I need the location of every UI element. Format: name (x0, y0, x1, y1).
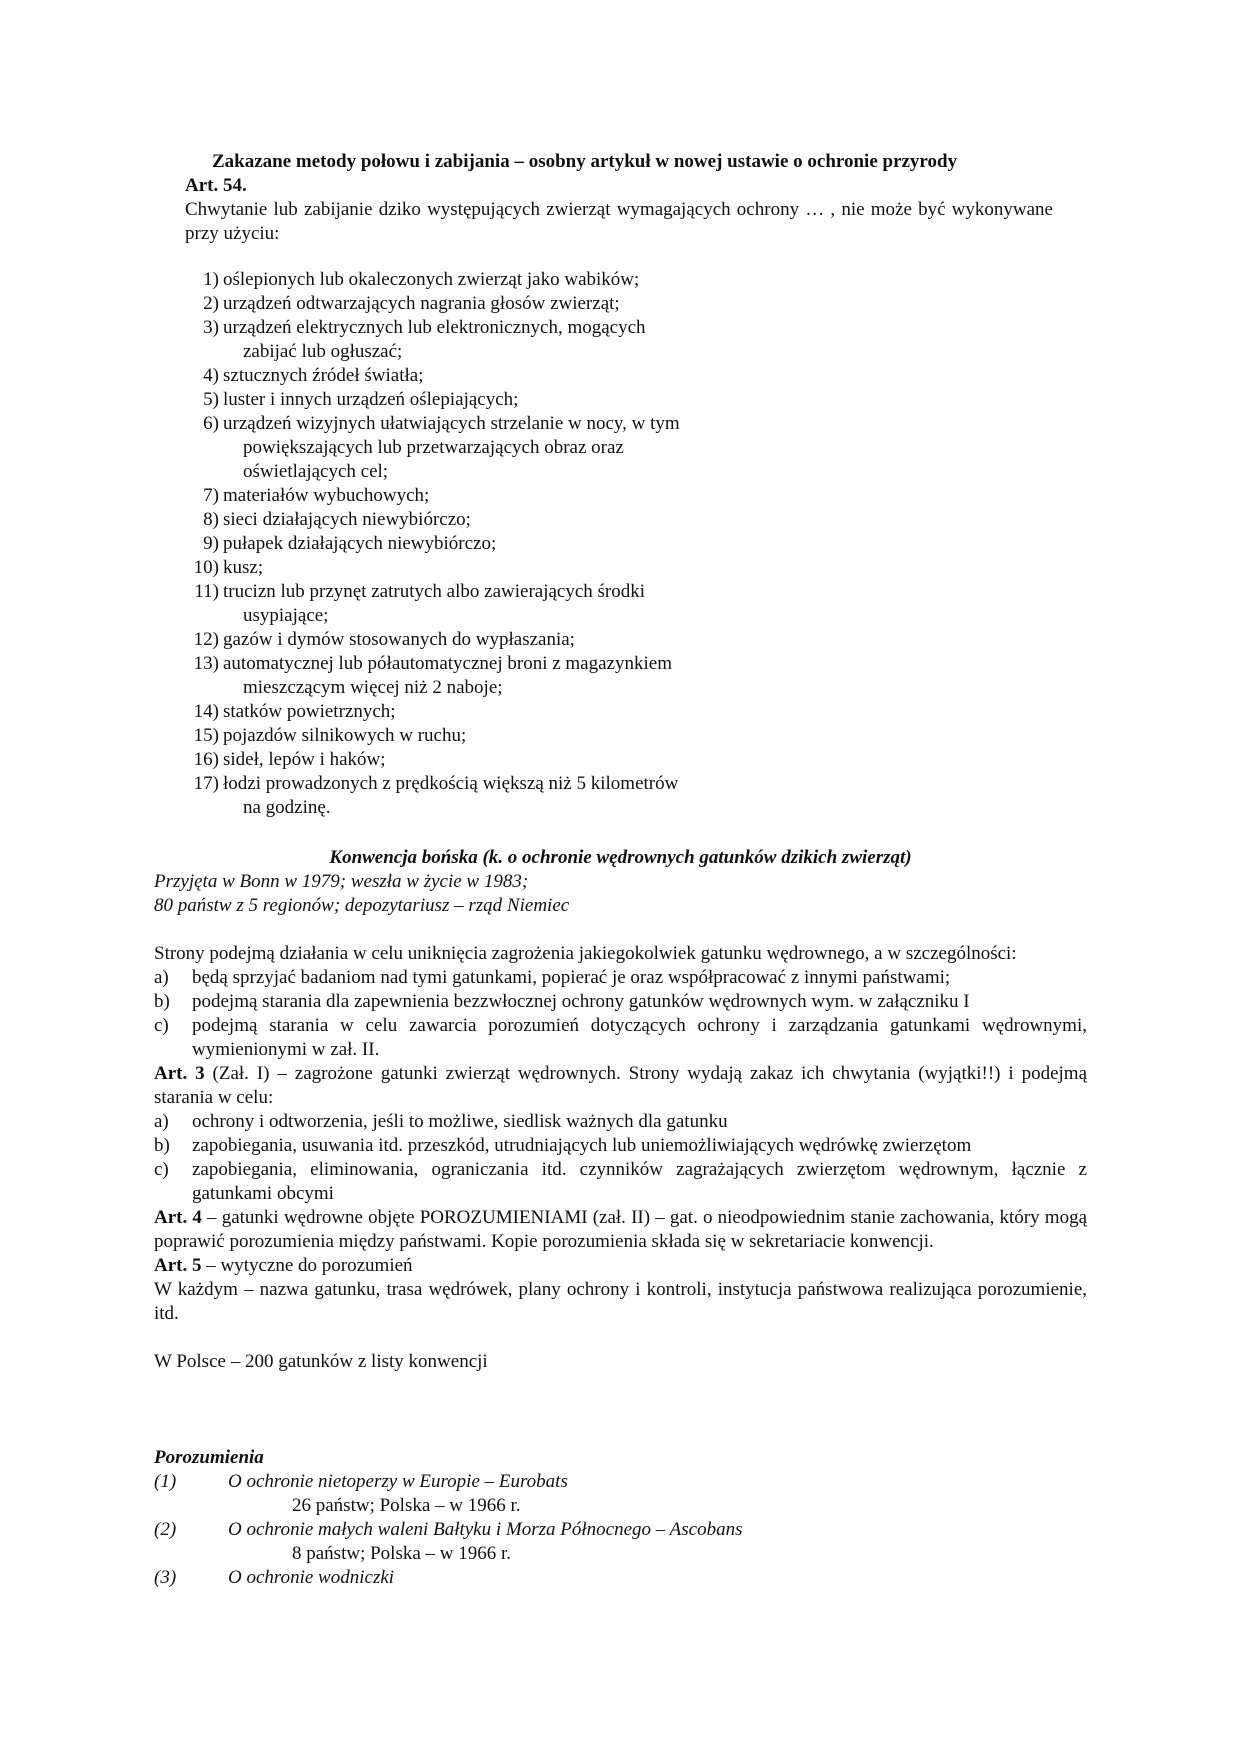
list-item-number: 13) (193, 653, 219, 674)
list-item-letter: c) (154, 1015, 169, 1036)
list-item-text: zapobiegania, usuwania itd. przeszkód, utrudniających lub uniemożliwiających wędrówkę zwierzętom (192, 1135, 972, 1156)
list-item-text: będą sprzyjać badaniom nad tymi gatunkami, popierać je oraz współpracować z innymi państwami; (192, 967, 951, 988)
article-3-list (154, 1110, 1087, 1206)
list-item-text: podejmą starania w celu zawarcia porozumień dotyczących ochrony i zarządzania gatunkami wędrownymi, wymienionymi w zał. II. (192, 1015, 1087, 1060)
list-item-text: sztucznych źródeł światła; (223, 365, 424, 386)
list-item-text: urządzeń odtwarzających nagrania głosów zwierząt; (223, 293, 620, 314)
list-item (185, 628, 1053, 652)
list-item-number: 1) (203, 269, 219, 290)
list-item-number: 6) (203, 413, 219, 434)
list-item (185, 724, 1053, 748)
intro-paragraph: Chwytanie lub zabijanie dziko występujących zwierząt wymagających ochrony … , nie może być wykonywane przy użyciu: (185, 199, 1053, 244)
article-heading: Art. 54. (185, 175, 247, 196)
list-item (185, 748, 1053, 772)
article-4-text: – gatunki wędrowne objęte POROZUMIENIAMI (zał. II) – gat. o nieodpowiednim stanie zachowania, który mogą poprawić porozumienia między państwami. Kopie porozumienia składa się w sekretariacie konwencji. (154, 1207, 1088, 1252)
article-5-text: – wytyczne do porozumień (201, 1255, 413, 1276)
article-4-label: Art. 4 (154, 1207, 202, 1228)
list-item (185, 316, 1053, 364)
agreement-details: 8 państw; Polska – w 1966 r. (292, 1543, 512, 1564)
list-item (154, 1014, 1087, 1062)
poland-note: W Polsce – 200 gatunków z listy konwencji (154, 1351, 488, 1372)
article-4 (154, 1206, 1087, 1254)
article-3-text: (Zał. I) – zagrożone gatunki zwierząt wędrownych. Strony wydają zakaz ich chwytania (wyjątki!!) i podejmą starania w celu: (154, 1063, 1088, 1108)
list-item-text: mieszczącym więcej niż 2 naboje; (243, 677, 503, 698)
list-item-text: usypiające; (243, 605, 329, 626)
list-item (185, 484, 1053, 508)
list-item-number: 4) (203, 365, 219, 386)
agreement-number: (1) (154, 1471, 177, 1492)
section-agreements (154, 1446, 1087, 1590)
list-item-letter: a) (154, 1111, 169, 1132)
list-item (185, 364, 1053, 388)
list-item-text: urządzeń elektrycznych lub elektronicznych, mogących (223, 317, 646, 338)
list-item-number: 2) (203, 293, 219, 314)
list-item (185, 412, 1053, 484)
agreement-number: (3) (154, 1567, 177, 1588)
list-item-letter: c) (154, 1159, 169, 1180)
list-item (185, 556, 1053, 580)
list-item-letter: b) (154, 1135, 170, 1156)
list-item-text: kusz; (223, 557, 264, 578)
list-item-text: pojazdów silnikowych w ruchu; (223, 725, 467, 746)
agreement-details: 26 państw; Polska – w 1966 r. (292, 1495, 521, 1516)
list-item-letter: a) (154, 967, 169, 988)
list-item (154, 990, 1087, 1014)
list-item (154, 1110, 1087, 1134)
list-item-text: na godzinę. (243, 797, 331, 818)
list-item (185, 388, 1053, 412)
list-item-text: automatycznej lub półautomatycznej broni z magazynkiem (223, 653, 672, 674)
convention-title: Konwencja bońska (k. o ochronie wędrownych gatunków dzikich zwierząt) (329, 847, 912, 868)
article-5-paragraph: W każdym – nazwa gatunku, trasa wędrówek, plany ochrony i kontroli, instytucja państwowa realizująca porozumienie, itd. (154, 1279, 1087, 1324)
article-3-label: Art. 3 (154, 1063, 205, 1084)
list-item-number: 10) (193, 557, 219, 578)
list-item-text: ochrony i odtworzenia, jeśli to możliwe, siedlisk ważnych dla gatunku (192, 1111, 728, 1132)
agreement-number: (2) (154, 1519, 177, 1540)
paragraph-obligations: Strony podejmą działania w celu uniknięcia zagrożenia jakiegokolwiek gatunku wędrownego, a w szczególności: (154, 943, 1017, 964)
agreement-item (154, 1470, 1087, 1494)
list-item-text: materiałów wybuchowych; (223, 485, 430, 506)
agreement-name: O ochronie wodniczki (228, 1567, 395, 1588)
list-item-text: oślepionych lub okaleczonych zwierząt jako wabików; (223, 269, 640, 290)
list-item-number: 5) (203, 389, 219, 410)
list-item-number: 17) (193, 773, 219, 794)
list-item (185, 700, 1053, 724)
list-item (154, 1134, 1087, 1158)
agreement-item (154, 1566, 1087, 1590)
convention-info-2: 80 państw z 5 regionów; depozytariusz – rząd Niemiec (154, 895, 570, 916)
list-item-text: urządzeń wizyjnych ułatwiających strzelanie w nocy, w tym (223, 413, 680, 434)
list-item-text: zapobiegania, eliminowania, ograniczania itd. czynników zagrażających zwierzętom wędrownym, łącznie z gatunkami obcymi (192, 1159, 1087, 1204)
prohibited-methods-list (185, 268, 1053, 820)
list-item (185, 772, 1053, 820)
list-item-text: gazów i dymów stosowanych do wypłaszania; (223, 629, 575, 650)
list-item-number: 8) (203, 509, 219, 530)
list-item-text: sideł, lepów i haków; (223, 749, 386, 770)
article-5-label: Art. 5 (154, 1255, 202, 1276)
list-item (185, 508, 1053, 532)
list-item (185, 292, 1053, 316)
article-3 (154, 1062, 1087, 1110)
article-5 (154, 1254, 1087, 1278)
list-item (185, 652, 1053, 700)
list-item-text: łodzi prowadzonych z prędkością większą niż 5 kilometrów (223, 773, 679, 794)
agreements-list (154, 1470, 1087, 1590)
section-bonn-convention (154, 846, 1087, 1374)
agreement-item (154, 1518, 1087, 1542)
list-item-number: 9) (203, 533, 219, 554)
list-item-number: 14) (193, 701, 219, 722)
section-title: Zakazane metody połowu i zabijania – osobny artykuł w nowej ustawie o ochronie przyrody (212, 151, 958, 172)
convention-info-1: Przyjęta w Bonn w 1979; weszła w życie w 1983; (154, 871, 529, 892)
list-item (185, 268, 1053, 292)
list-item-number: 7) (203, 485, 219, 506)
list-item-text: sieci działających niewybiórczo; (223, 509, 471, 530)
obligations-list (154, 966, 1087, 1062)
list-item-number: 12) (193, 629, 219, 650)
list-item-text: podejmą starania dla zapewnienia bezzwłocznej ochrony gatunków wędrownych wym. w załączniku I (192, 991, 970, 1012)
list-item-text: powiększających lub przetwarzających obraz oraz (243, 437, 624, 458)
agreement-name: O ochronie nietoperzy w Europie – Eurobats (228, 1471, 568, 1492)
section-art54 (185, 150, 1053, 820)
list-item-number: 3) (203, 317, 219, 338)
list-item-letter: b) (154, 991, 170, 1012)
list-item-text: pułapek działających niewybiórczo; (223, 533, 497, 554)
list-item-text: statków powietrznych; (223, 701, 396, 722)
agreement-name: O ochronie małych waleni Bałtyku i Morza Północnego – Ascobans (228, 1519, 743, 1540)
list-item (185, 580, 1053, 628)
list-item-text: oświetlających cel; (243, 461, 389, 482)
list-item-text: trucizn lub przynęt zatrutych albo zawierających środki (223, 581, 646, 602)
agreements-title: Porozumienia (154, 1447, 264, 1468)
list-item (154, 1158, 1087, 1206)
list-item-number: 15) (193, 725, 219, 746)
list-item-text: zabijać lub ogłuszać; (243, 341, 403, 362)
list-item-number: 16) (193, 749, 219, 770)
list-item-text: luster i innych urządzeń oślepiających; (223, 389, 519, 410)
list-item-number: 11) (194, 581, 219, 602)
list-item (154, 966, 1087, 990)
list-item (185, 532, 1053, 556)
